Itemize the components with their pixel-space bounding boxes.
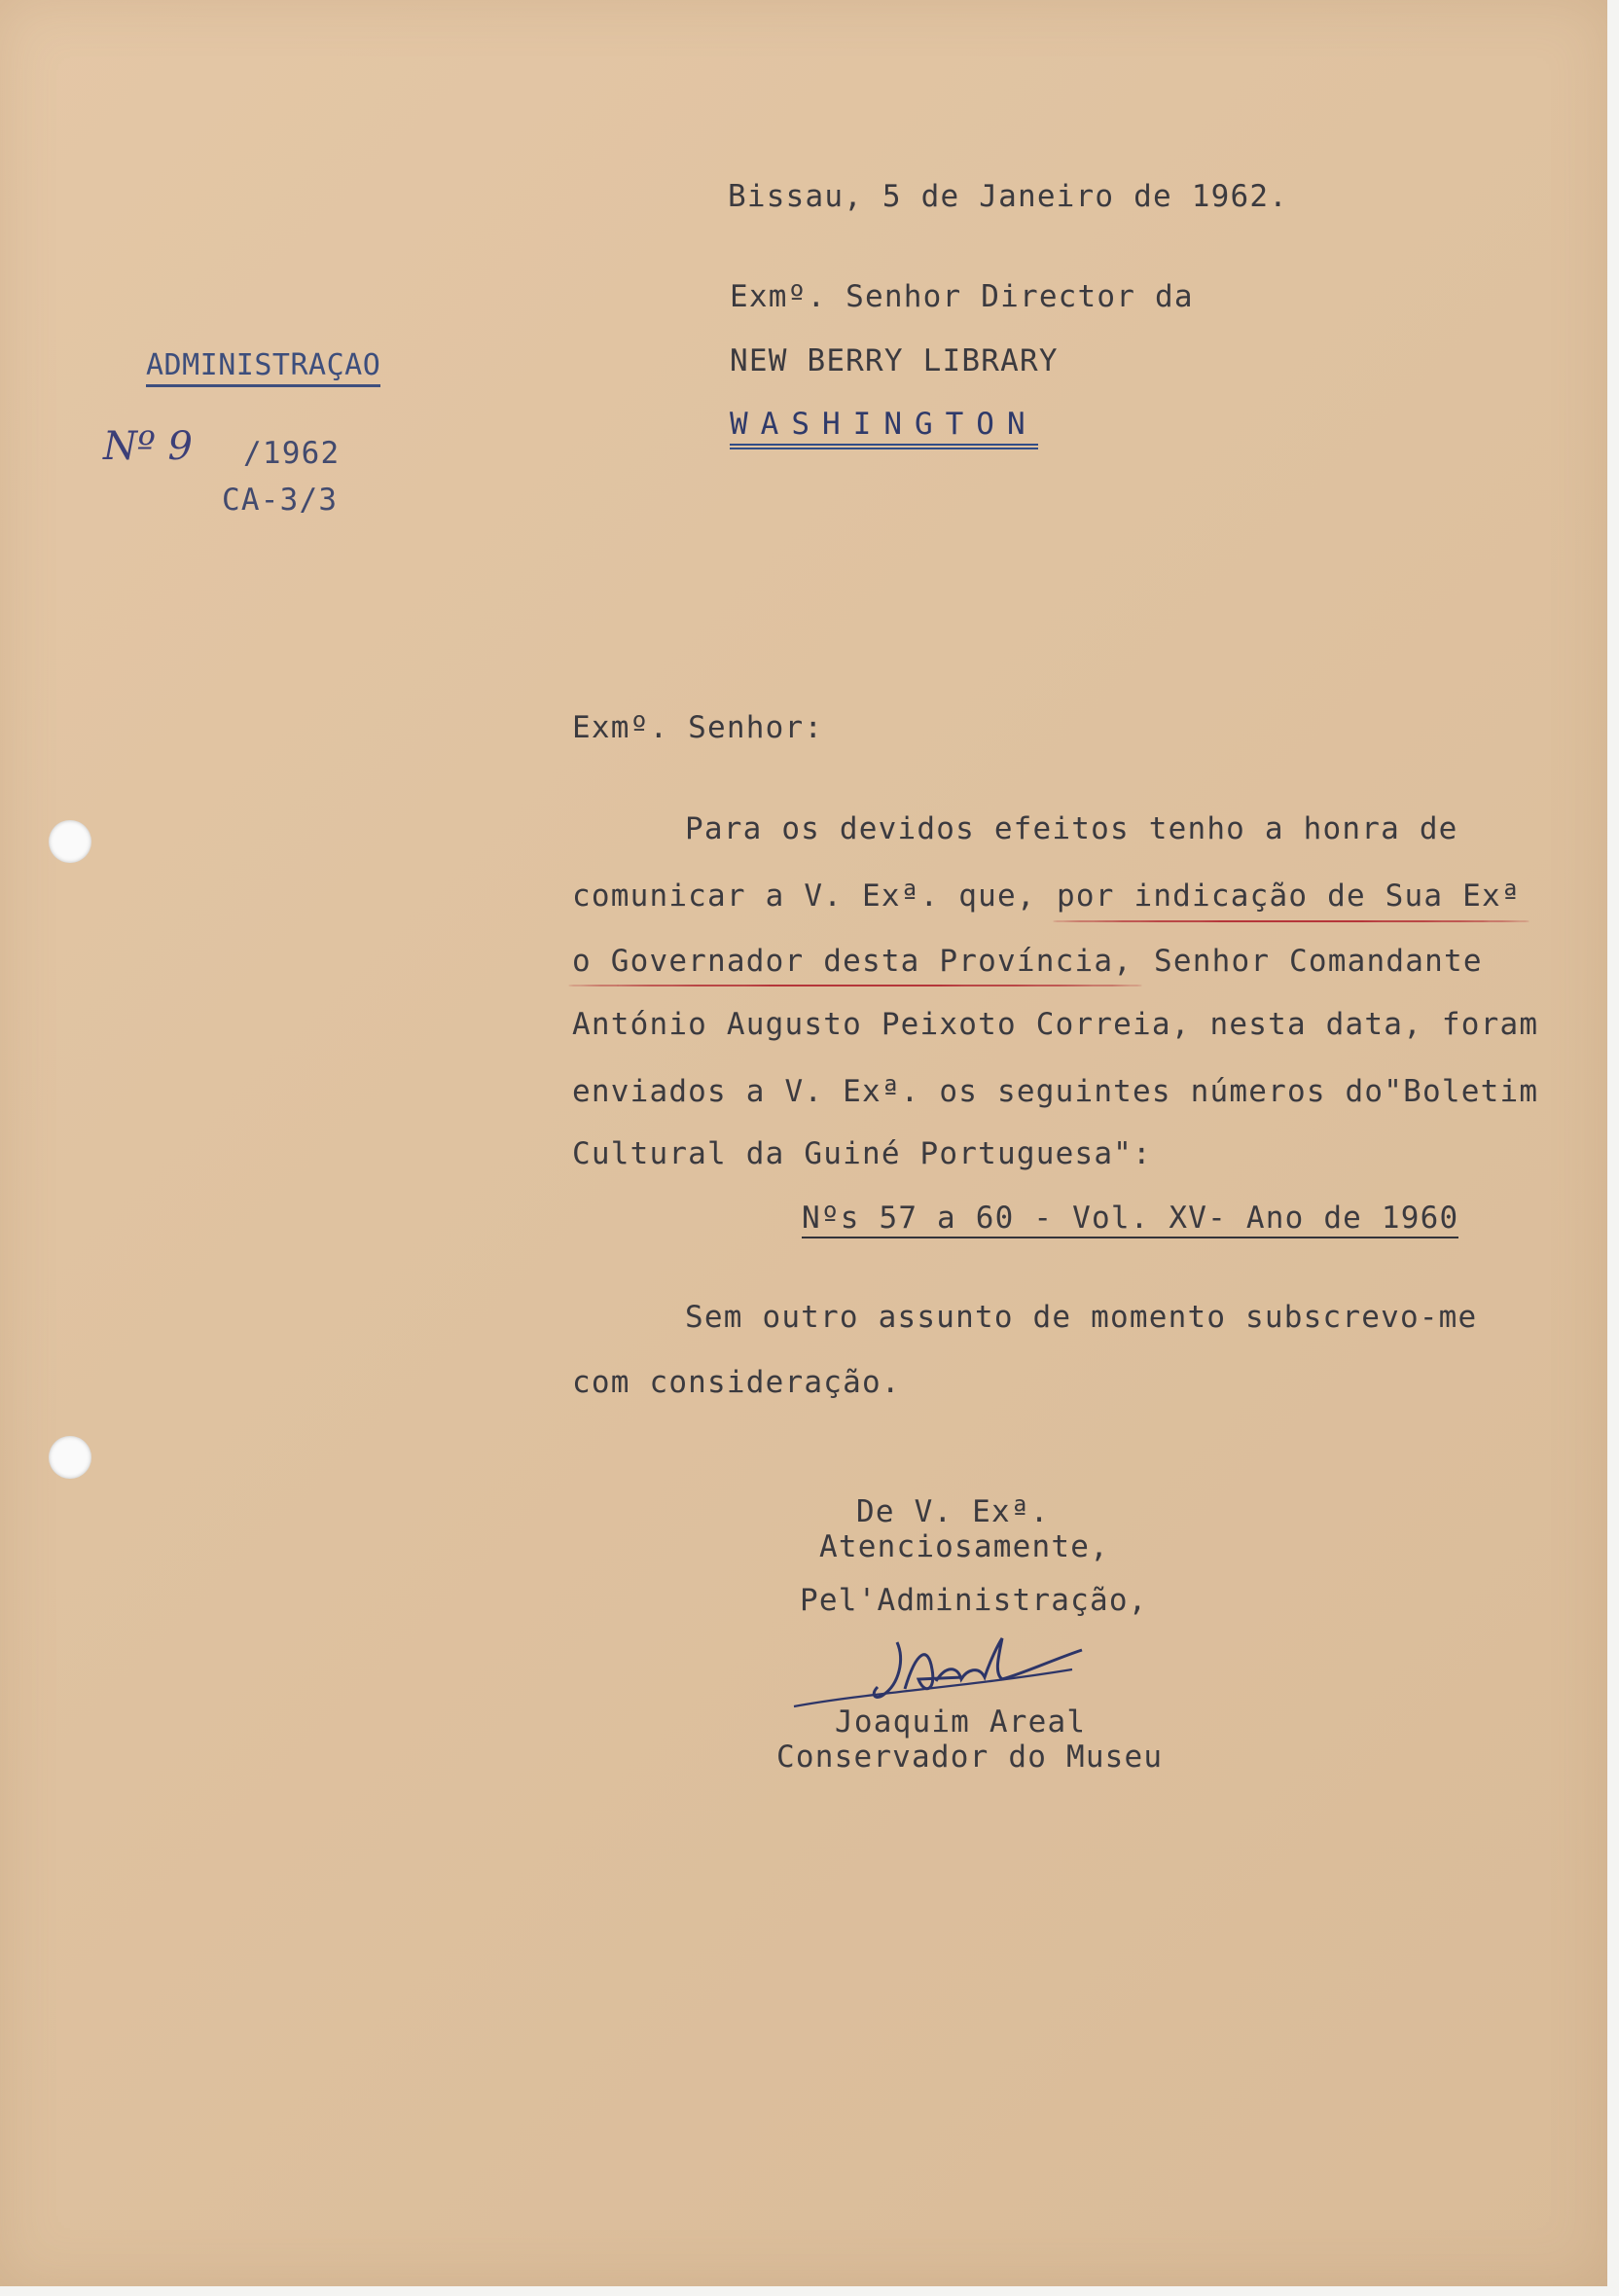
- body-line-3-highlight: o Governador desta Província,: [572, 944, 1133, 979]
- signatory-name: Joaquim Areal: [835, 1704, 1087, 1740]
- punch-hole-bottom: [49, 1436, 91, 1479]
- signoff-line-2: Atenciosamente,: [819, 1529, 1109, 1564]
- signoff-line-3: Pel'Administração,: [800, 1583, 1148, 1618]
- body-line-5: enviados a V. Exª. os seguintes números do"Boletim: [572, 1074, 1539, 1109]
- salutation: Exmº. Senhor:: [572, 710, 824, 745]
- reference-year: /1962: [243, 436, 341, 471]
- body-line-1: Para os devidos efeitos tenho a honra de: [685, 811, 1458, 846]
- body-line-2: comunicar a V. Exª. que,: [572, 879, 1036, 914]
- handwritten-reference-number: Nº 9: [103, 424, 193, 469]
- recipient-city: WASHINGTON: [730, 407, 1038, 449]
- body-line-6: Cultural da Guiné Portuguesa":: [572, 1136, 1152, 1171]
- closing-line-1: Sem outro assunto de momento subscrevo-me: [685, 1300, 1478, 1335]
- body-line-3: Senhor Comandante: [1154, 944, 1483, 979]
- recipient-line-1: Exmº. Senhor Director da: [730, 279, 1194, 314]
- signoff-line-1: De V. Exª.: [856, 1494, 1050, 1529]
- closing-line-2: com consideração.: [572, 1365, 901, 1400]
- red-underline-2: [568, 985, 1142, 987]
- administration-stamp: ADMINISTRAÇAO: [146, 348, 380, 387]
- red-underline-1: [1053, 920, 1529, 922]
- date-line: Bissau, 5 de Janeiro de 1962.: [728, 179, 1289, 214]
- scan-margin-bottom: [0, 2286, 1619, 2296]
- recipient-line-2: NEW BERRY LIBRARY: [730, 343, 1059, 378]
- body-line-2-highlight: por indicação de Sua Exª: [1057, 879, 1521, 914]
- scan-margin-right: [1607, 0, 1619, 2296]
- issues-line: Nºs 57 a 60 - Vol. XV- Ano de 1960: [802, 1201, 1458, 1238]
- punch-hole-top: [49, 820, 91, 863]
- body-line-4: António Augusto Peixoto Correia, nesta data, foram: [572, 1007, 1539, 1042]
- signatory-title: Conservador do Museu: [776, 1740, 1164, 1775]
- reference-code: CA-3/3: [222, 483, 339, 518]
